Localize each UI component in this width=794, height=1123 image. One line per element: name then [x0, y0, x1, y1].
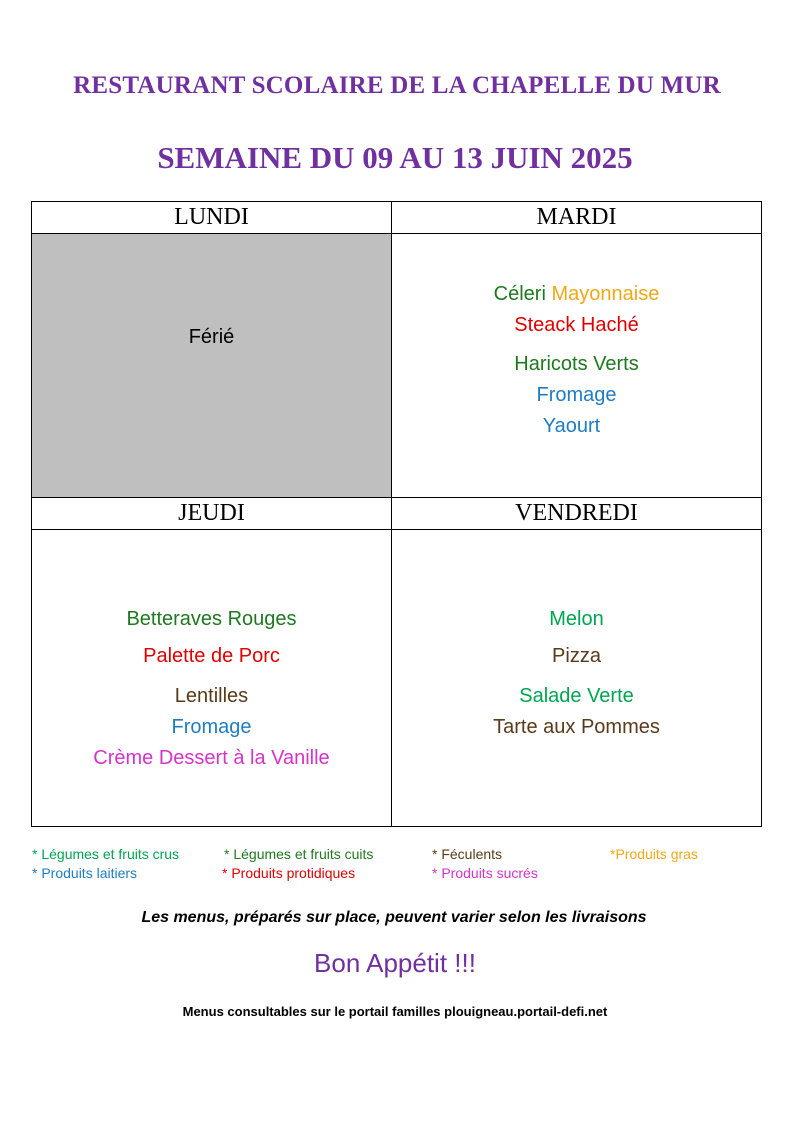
delivery-note: Les menus, préparés sur place, peuvent varier selon les livraisons	[141, 909, 647, 926]
dish-steack: Steack Haché	[514, 314, 639, 336]
legend-feculents: * Féculents	[432, 846, 503, 862]
day-cell-vendredi	[392, 530, 762, 827]
dish-fromage: Fromage	[171, 716, 252, 738]
portal-footer: Menus consultables sur le portail familles plouigneau.portail-defi.net	[182, 1004, 608, 1019]
dish-betteraves: Betteraves Rouges	[126, 608, 297, 630]
day-cell-lundi	[32, 234, 392, 498]
dish-tarte: Tarte aux Pommes	[493, 715, 660, 738]
dish-fromage: Fromage	[536, 384, 617, 406]
legend-crus: * Légumes et fruits crus	[32, 846, 180, 862]
dish-celeri-mayonnaise	[392, 279, 761, 310]
dish-pizza: Pizza	[552, 644, 601, 667]
dish-melon: Melon	[549, 607, 604, 630]
menu-table	[31, 201, 762, 827]
day-header-mardi: MARDI	[392, 202, 762, 234]
day-cell-jeudi	[32, 530, 392, 827]
legend-sucres: * Produits sucrés	[432, 865, 538, 881]
restaurant-title: RESTAURANT SCOLAIRE DE LA CHAPELLE DU MUR	[73, 72, 721, 99]
day-header-jeudi: JEUDI	[32, 498, 392, 530]
week-title: SEMAINE DU 09 AU 13 JUIN 2025	[157, 140, 633, 175]
dish-palette: Palette de Porc	[143, 645, 280, 667]
dish-lentilles: Lentilles	[174, 685, 249, 707]
day-header-lundi: LUNDI	[32, 202, 392, 234]
dish-mayonnaise: Mayonnaise	[551, 283, 660, 305]
dish-haricots: Haricots Verts	[514, 353, 639, 375]
legend-protidiques: * Produits protidiques	[222, 865, 356, 881]
ferie-label: Férié	[188, 325, 235, 348]
dish-creme-dessert: Crème Dessert à la Vanille	[93, 747, 330, 769]
legend-cuits: * Légumes et fruits cuits	[224, 846, 374, 862]
food-legend	[32, 846, 752, 884]
day-header-vendredi: VENDREDI	[392, 498, 762, 530]
bon-appetit: Bon Appétit !!!	[314, 948, 476, 978]
legend-gras: *Produits gras	[610, 846, 698, 862]
dish-celeri: Céleri	[493, 283, 546, 305]
dish-yaourt: Yaourt	[542, 415, 601, 437]
dish-salade: Salade Verte	[519, 684, 634, 707]
day-cell-mardi	[392, 234, 762, 498]
legend-laitiers: * Produits laitiers	[32, 865, 138, 881]
